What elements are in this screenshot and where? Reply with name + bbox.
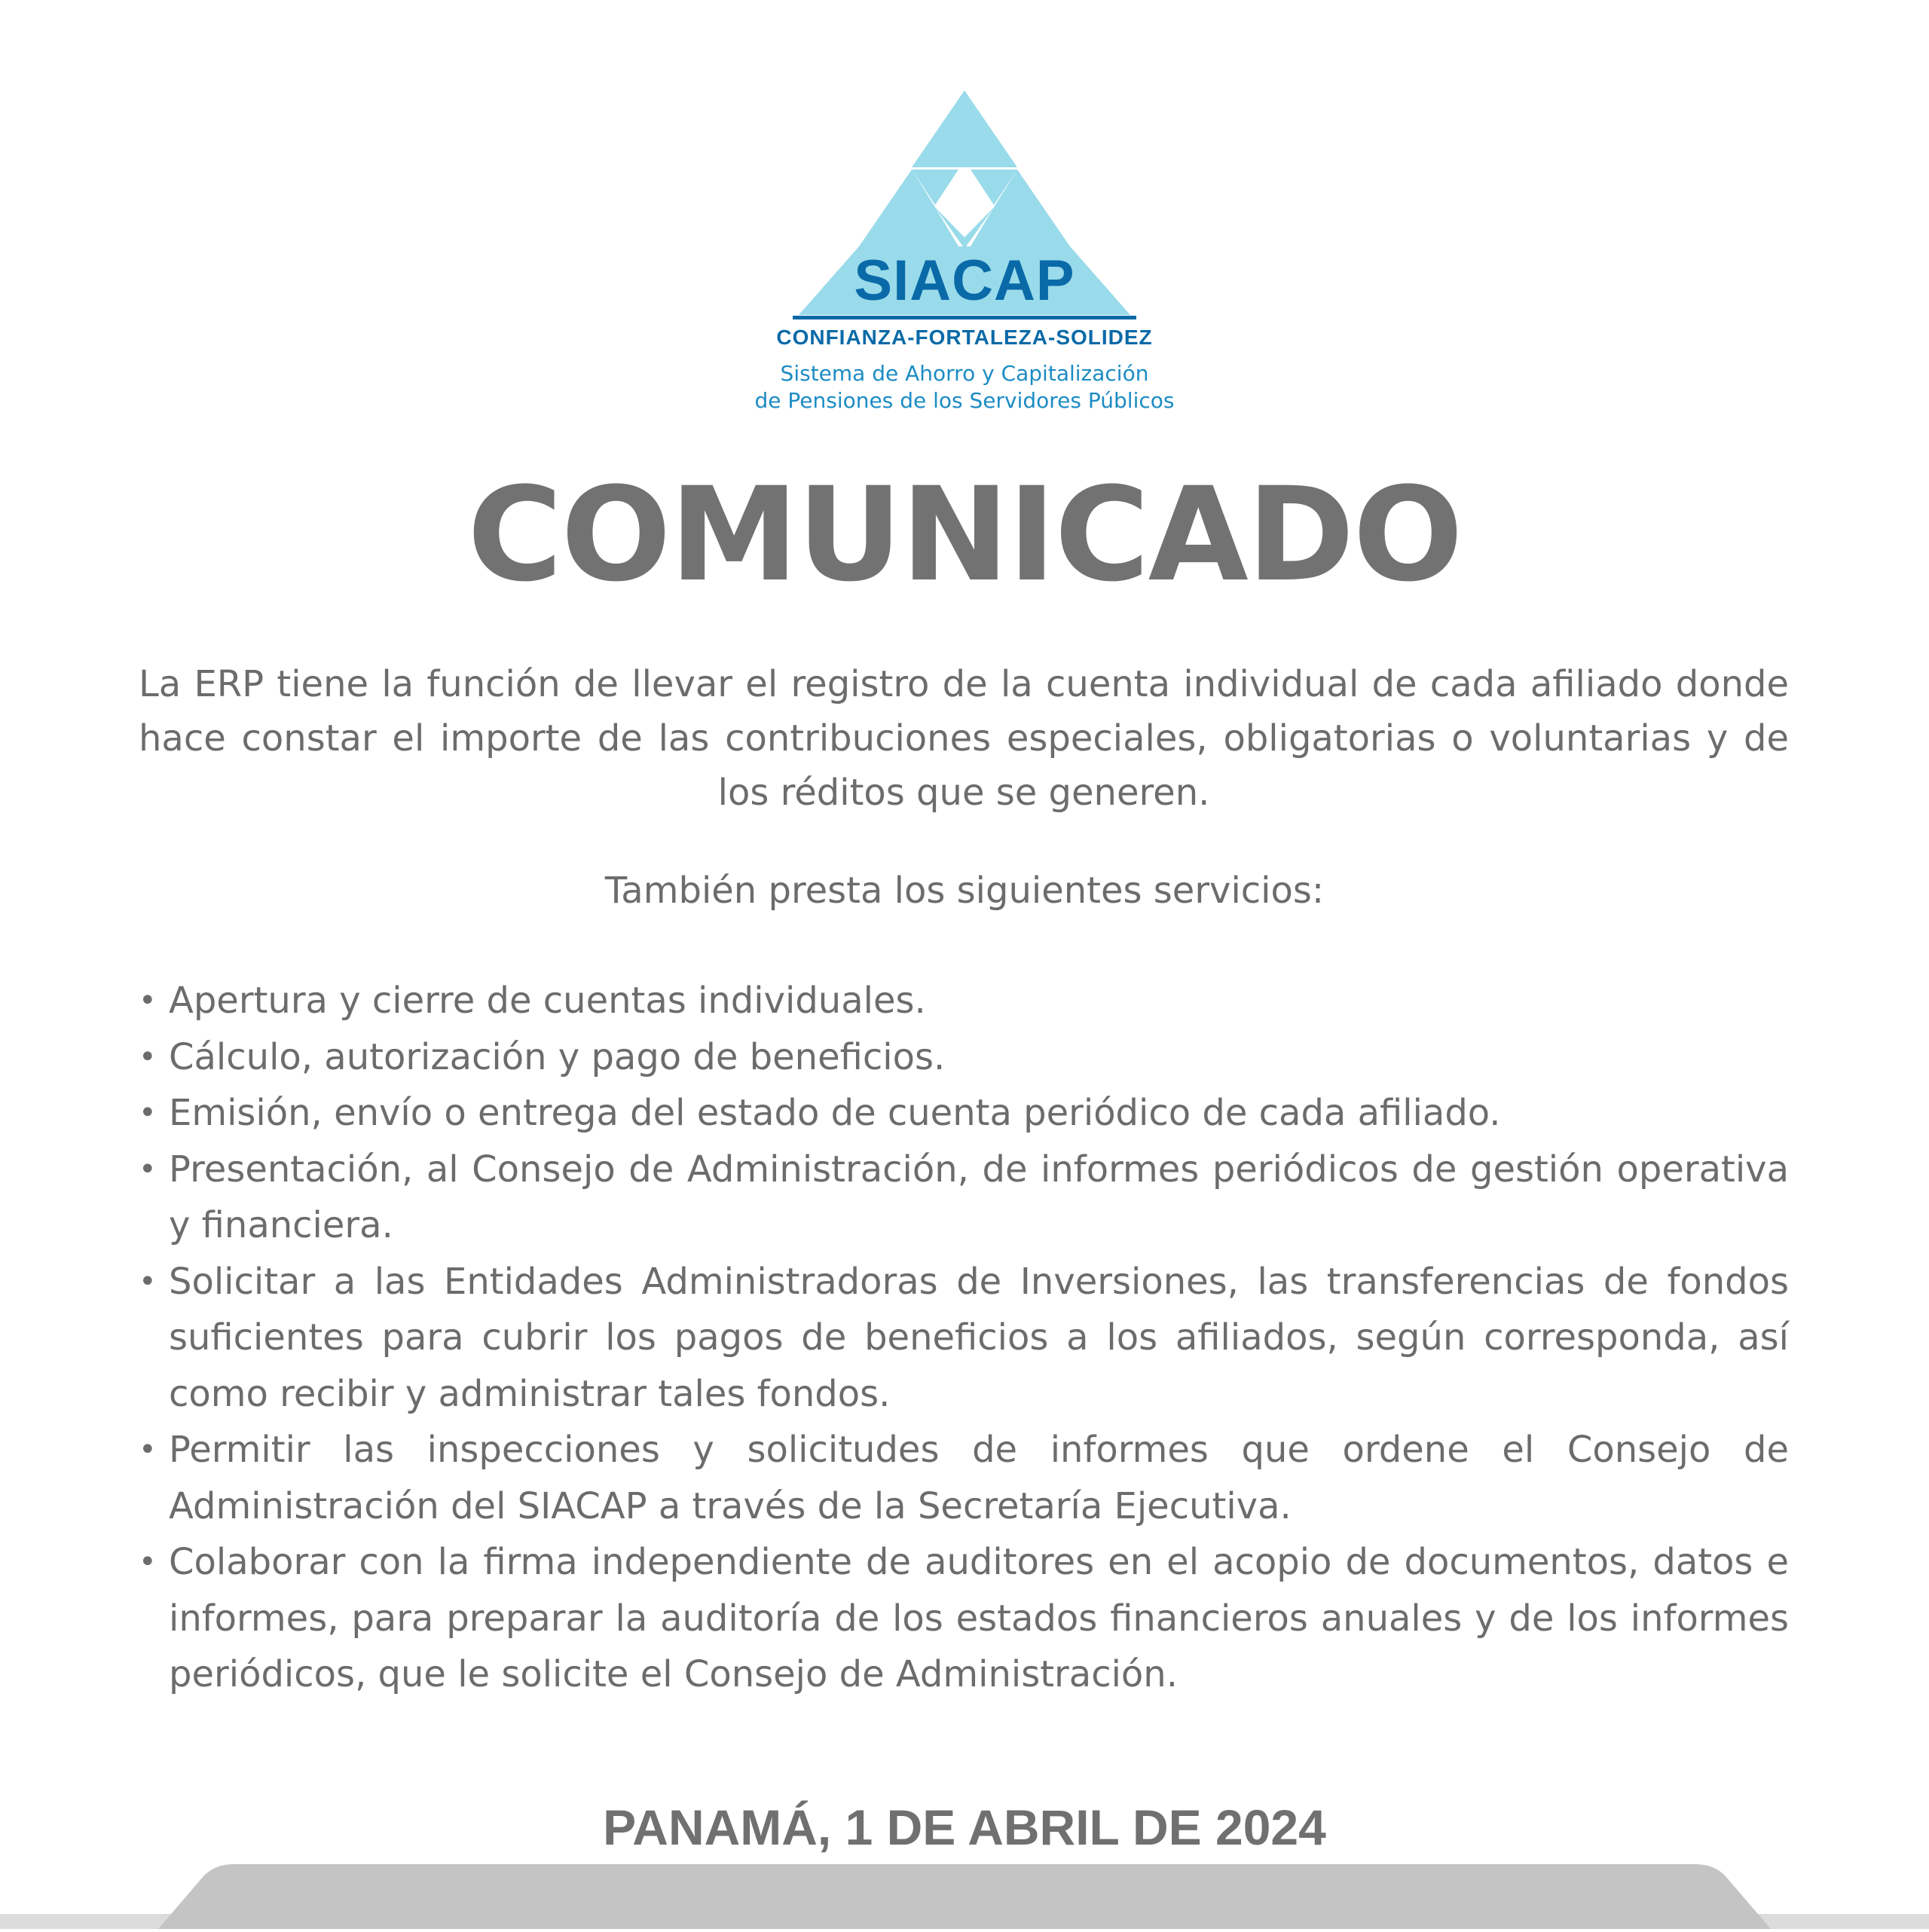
bullet-icon: • bbox=[139, 1096, 157, 1130]
list-item bbox=[139, 1254, 1789, 1423]
page-title: COMUNICADO bbox=[467, 459, 1462, 610]
footer-shape-icon bbox=[0, 1863, 1929, 1929]
services-intro: También presta los siguientes servicios: bbox=[604, 870, 1325, 912]
logo-subtitle-line2: de Pensiones de los Servidores Públicos bbox=[754, 388, 1175, 413]
list-item-text: Emisión, envío o entrega del estado de cuenta periódico de cada afiliado. bbox=[169, 1092, 1501, 1134]
logo-subtitle-line1: Sistema de Ahorro y Capitalización bbox=[780, 361, 1149, 386]
list-item-text: Permitir las inspecciones y solicitudes de informes que ordene el Consejo de Administración del SIACAP a través de la Secretaría Ejecutiva. bbox=[169, 1429, 1789, 1527]
brand-wordmark: SIACAP bbox=[854, 249, 1075, 313]
bullet-icon: • bbox=[139, 1264, 157, 1299]
bullet-icon: • bbox=[139, 1545, 157, 1579]
list-item-text: Apertura y cierre de cuentas individuales. bbox=[169, 980, 926, 1022]
list-item bbox=[139, 1534, 1789, 1703]
logo-tagline: CONFIANZA-FORTALEZA-SOLIDEZ bbox=[776, 326, 1153, 349]
bullet-icon: • bbox=[139, 983, 157, 1018]
footer-band bbox=[0, 1863, 1929, 1929]
list-item bbox=[139, 1029, 1789, 1086]
list-item-text: Cálculo, autorización y pago de beneficios. bbox=[169, 1035, 946, 1078]
services-list bbox=[139, 973, 1789, 1703]
list-item-text: Presentación, al Consejo de Administración, de informes periódicos de gestión operativa y financiera. bbox=[169, 1148, 1789, 1246]
bullet-icon: • bbox=[139, 1432, 157, 1467]
list-item bbox=[139, 1422, 1789, 1534]
date-line: PANAMÁ, 1 DE ABRIL DE 2024 bbox=[603, 1799, 1326, 1855]
list-item bbox=[139, 973, 1789, 1029]
list-item bbox=[139, 1085, 1789, 1142]
bullet-icon: • bbox=[139, 1039, 157, 1075]
intro-paragraph: La ERP tiene la función de llevar el registro de la cuenta individual de cada afiliado donde hace constar el importe de las contribuciones especiales, obligatorias o voluntarias y de los réditos que se generen. bbox=[139, 663, 1789, 814]
list-item-text: Solicitar a las Entidades Administradoras de Inversiones, las transferencias de fondos suficientes para cubrir los pagos de beneficios a los afiliados, según corresponda, así como recibir y administrar tales fondos. bbox=[169, 1260, 1789, 1415]
list-item bbox=[139, 1142, 1789, 1254]
list-item-text: Colaborar con la firma independiente de auditores en el acopio de documentos, datos e informes, para preparar la auditoría de los estados financieros anuales y de los informes periódicos, que le solicite el Consejo de Administración. bbox=[169, 1541, 1789, 1695]
bullet-icon: • bbox=[139, 1151, 157, 1187]
